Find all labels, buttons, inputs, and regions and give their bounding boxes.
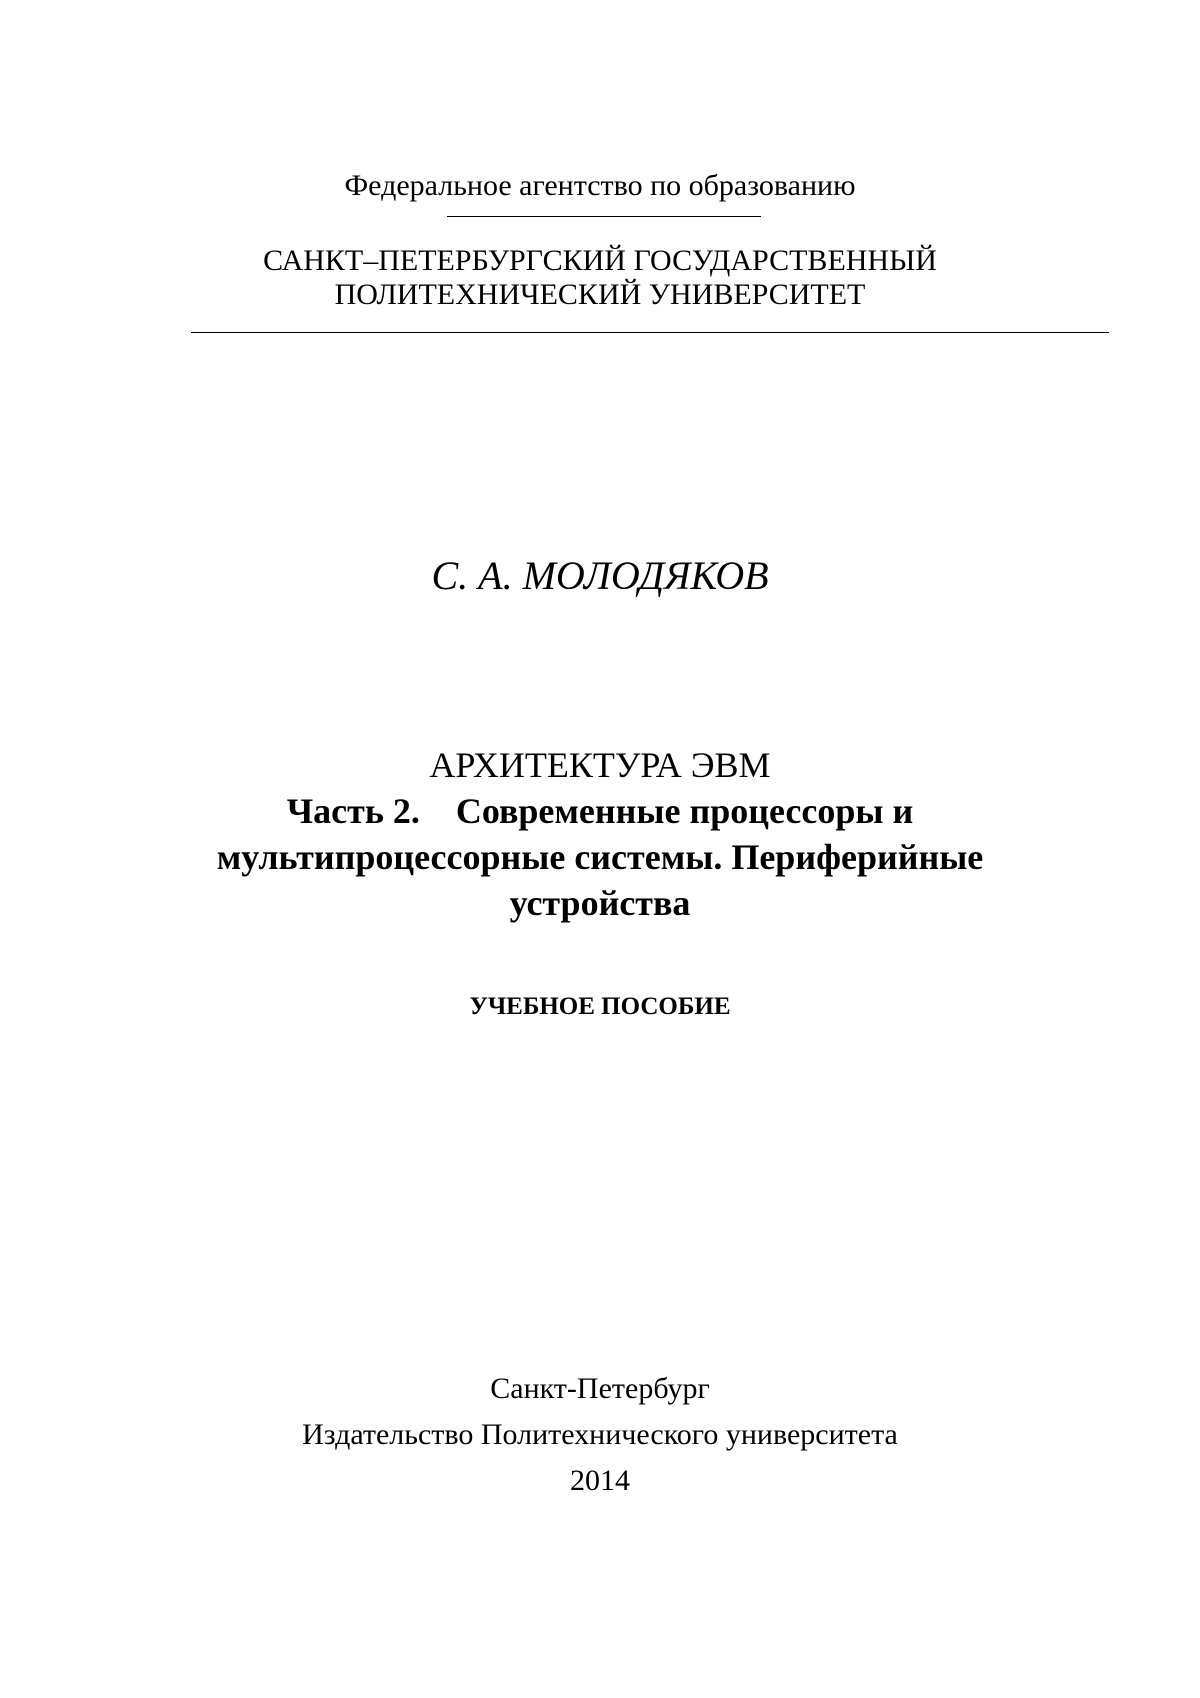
university-name-line1: САНКТ–ПЕТЕРБУРГСКИЙ ГОСУДАРСТВЕННЫЙ [263,244,937,277]
imprint-publisher: Издательство Политехнического университета [302,1418,898,1451]
imprint-city: Санкт-Петербург [490,1372,710,1405]
university-name-line2: ПОЛИТЕХНИЧЕСКИЙ УНИВЕРСИТЕТ [334,278,866,311]
book-title [0,742,1200,926]
university-name [0,244,1200,312]
author-name: С. А. МОЛОДЯКОВ [431,553,769,598]
imprint-year: 2014 [570,1464,630,1497]
document-type: УЧЕБНОЕ ПОСОБИЕ [469,993,731,1020]
short-divider [447,216,761,217]
subtitle-line3: устройства [509,883,691,923]
subtitle-line1: Часть 2. Современные процессоры и [286,791,914,831]
header-divider [191,332,1109,333]
imprint [0,1366,1200,1504]
subtitle-line2: мультипроцессорные системы. Периферийные [216,837,984,877]
title-main: АРХИТЕКТУРА ЭВМ [429,745,771,785]
agency-name: Федеральное агентство по образованию [344,169,856,202]
